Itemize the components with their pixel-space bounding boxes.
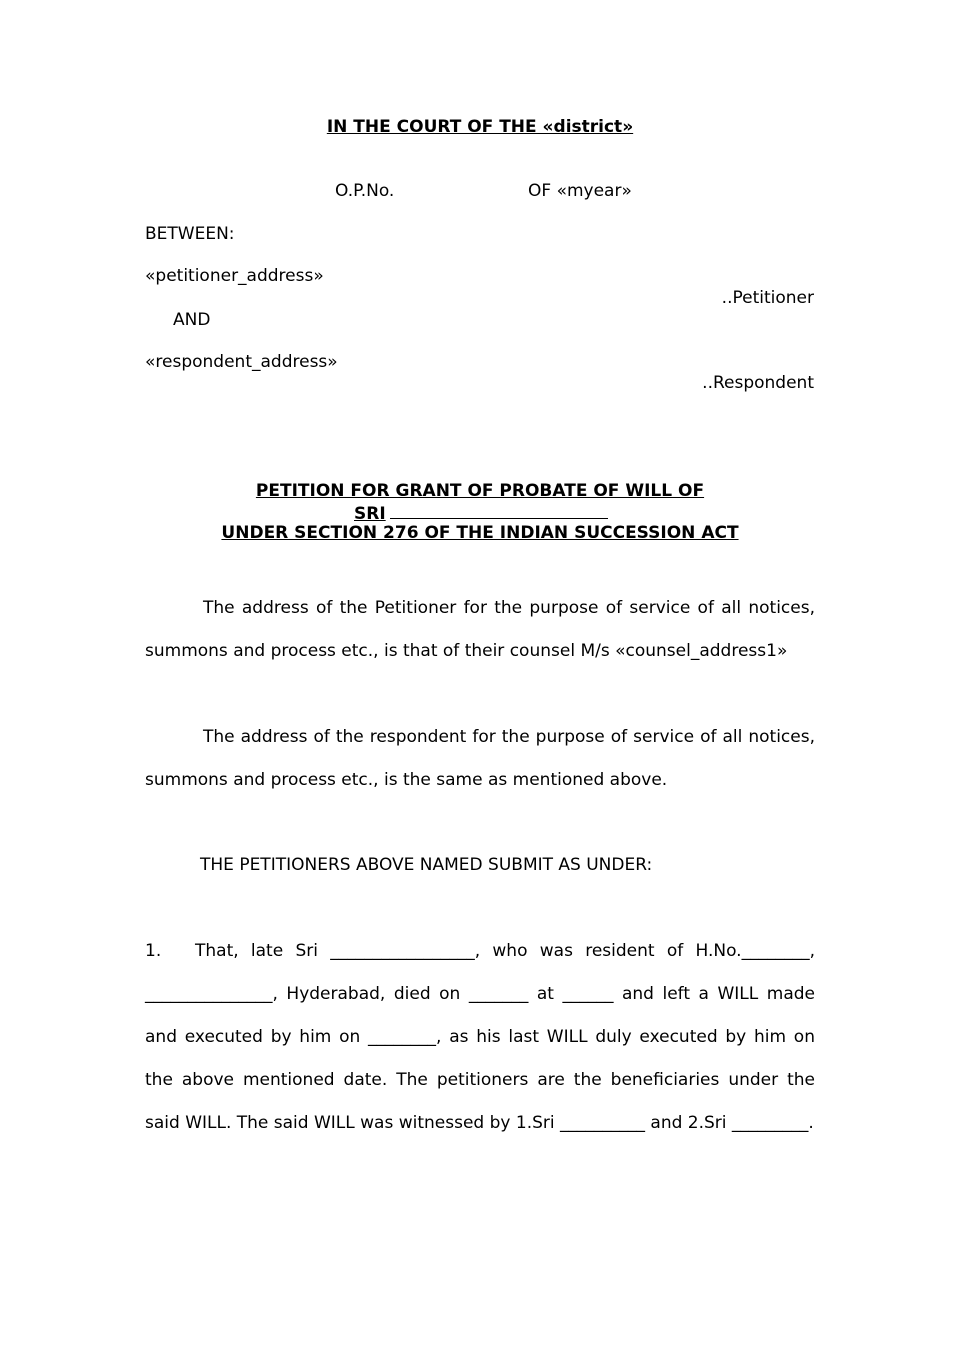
petitioner-address: «petitioner_address» [145, 266, 324, 286]
petitioner-service-paragraph [145, 587, 815, 673]
petitioner-service-text: The address of the Petitioner for the purpose of service of all notices, summons and process etc., is that of their counsel M/s «counsel_address1» [145, 598, 815, 661]
between-label: BETWEEN: [145, 224, 235, 244]
court-title: IN THE COURT OF THE «district» [326, 117, 634, 137]
petition-title-sri: SRI [354, 504, 386, 524]
petition-title-line2 [354, 502, 608, 524]
op-number-label: O.P.No. [335, 181, 395, 201]
petition-title-line1: PETITION FOR GRANT OF PROBATE OF WILL OF [255, 481, 705, 501]
respondent-service-paragraph [145, 716, 815, 802]
testator-name-blank [390, 502, 608, 519]
respondent-label: ..Respondent [702, 373, 814, 393]
respondent-service-text: The address of the respondent for the purpose of service of all notices, summons and process etc., is the same as mentioned above. [145, 727, 815, 790]
and-label: AND [173, 310, 211, 330]
submit-heading: THE PETITIONERS ABOVE NAMED SUBMIT AS UNDER: [200, 855, 653, 875]
respondent-address: «respondent_address» [145, 352, 338, 372]
item-1-paragraph [145, 930, 815, 1145]
item-1-text: That, late Sri _________________, who was resident of H.No.________, _______________, Hyderabad, died on _______ at ______ and left a WILL made and executed by him on ________, as his last WILL duly executed by him on the above mentioned date. The petitioners are the beneficiaries under the said WILL. The said WILL was witnessed by 1.Sri __________ and 2.Sri _________. [145, 941, 815, 1133]
petition-title-line3: UNDER SECTION 276 OF THE INDIAN SUCCESSION ACT [221, 523, 739, 543]
petitioner-label: ..Petitioner [721, 288, 814, 308]
op-year-label: OF «myear» [528, 181, 632, 201]
item-1-number: 1. [145, 941, 162, 961]
